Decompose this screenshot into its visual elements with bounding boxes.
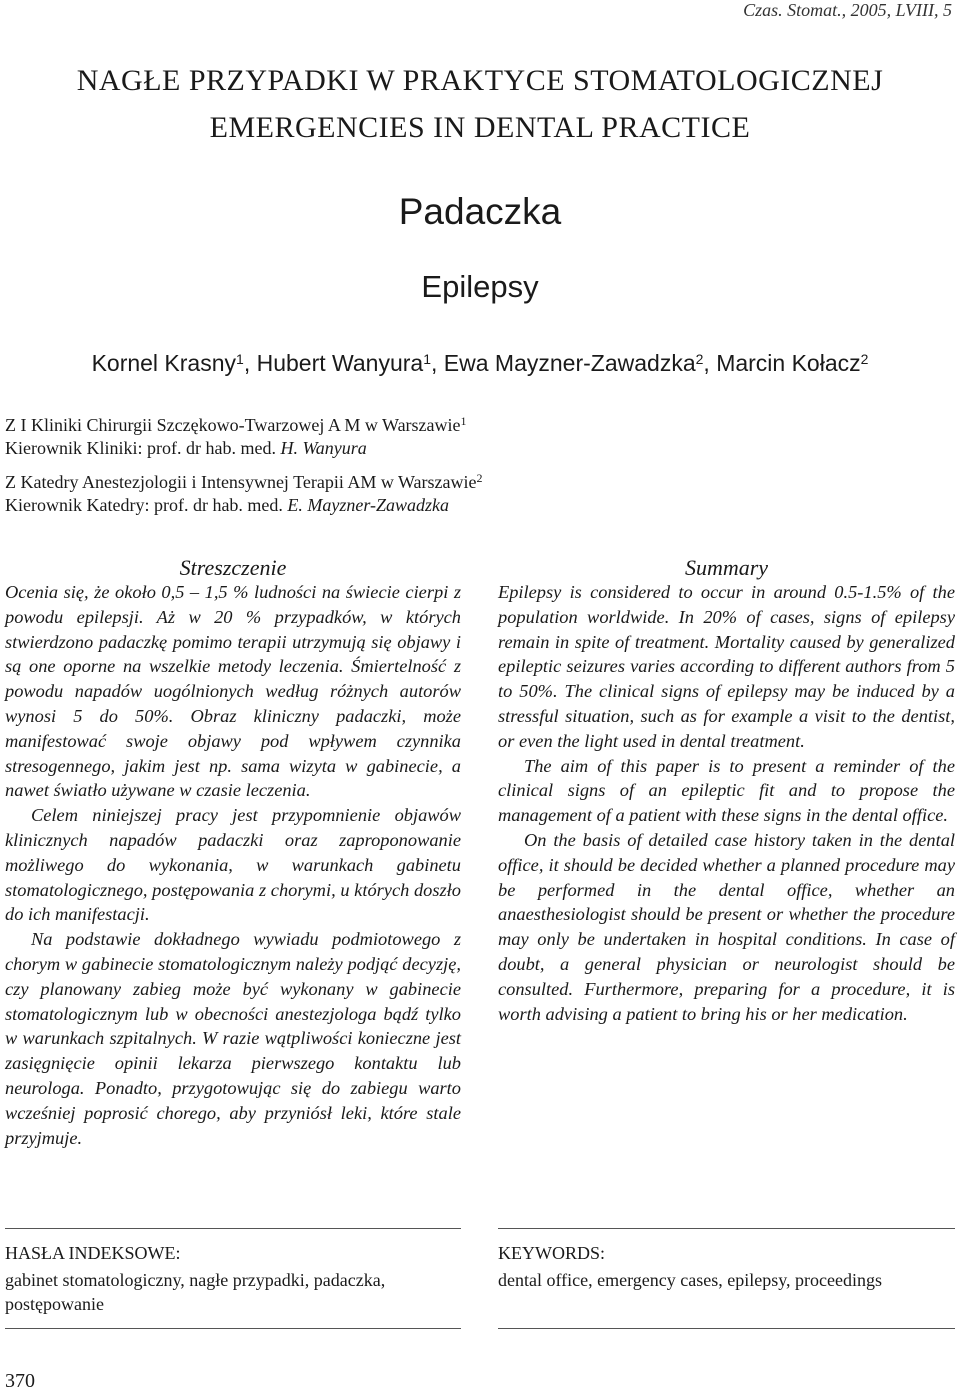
- keywords-en-text: dental office, emergency cases, epilepsy, proceedings: [498, 1270, 883, 1290]
- affiliation-unit-2: [5, 471, 483, 493]
- series-title-en: EMERGENCIES IN DENTAL PRACTICE: [209, 111, 751, 144]
- abstract-paragraph: Epilepsy is considered to occur in around 0.5-1.5% of the population worldwide. In 20% of cases, signs of epilepsy remain in spite of treatment. Mortality caused by generalized epileptic seizures varies according to different authors from 5 to 50%. The clinical signs of epilepsy may be induced by a stressful situation, such as for example a visit to the dentist, or even the light used in dental treatment.: [498, 582, 955, 751]
- abstract-en-heading: Summary: [684, 555, 769, 580]
- keywords-pl-top-rule: [5, 1228, 461, 1229]
- keywords-pl-label: HASŁA INDEKSOWE:: [5, 1243, 181, 1263]
- keywords-en-label: KEYWORDS:: [498, 1243, 605, 1263]
- article-title-en: Epilepsy: [421, 269, 539, 304]
- affiliation-number: 2: [476, 471, 483, 485]
- keywords-en-bottom-rule: [498, 1328, 955, 1329]
- author-name: Kornel Krasny: [91, 350, 237, 376]
- affiliation-unit-text: Z I Kliniki Chirurgii Szczękowo-Twarzowej A M w Warszawie: [5, 415, 461, 435]
- affiliation-head-prefix: Kierownik Kliniki: prof. dr hab. med.: [5, 438, 281, 458]
- keywords-en-top-rule: [498, 1228, 955, 1229]
- abstract-paragraph: On the basis of detailed case history taken in the dental office, it should be decided whether a planned procedure may be performed in the dental office, whether an anaesthesiologist should be present or whether the procedure may only be undertaken in hospital conditions. In case of doubt, a general physician or neurologist should be consulted. Furthermore, preparing for a procedure, it is worth advising a patient to bring his or her medication.: [498, 829, 955, 1024]
- author-affiliation-mark: 2: [695, 351, 704, 367]
- author-list: Kornel Krasny$^1$, Hubert Wanyura$^1$, Ewa Mayzner-Zawadzka$^2$, Marcin Kołacz$^2$: [91, 350, 869, 376]
- keywords-pl-text: gabinet stomatologiczny, nagłe przypadki, padaczka, postępowanie: [5, 1270, 386, 1314]
- abstract-paragraph: Na podstawie dokładnego wywiadu podmiotowego z chorym w gabinecie stomatologicznym należy podjąć decyzję, czy planowany zabieg może być wykonany w gabinecie stomatologicznym lub w obecności anestezjologa bądź tylko w warunkach szpitalnych. W razie wątpliwości konieczne jest zasięgnięcie opinii lekarza pierwszego kontaktu lub neurologa. Ponadto, przygotowując się do zabiegu warto wcześniej poprosić chorego, aby przyniósł leki, które stale przyjmuje.: [5, 929, 461, 1148]
- abstract-paragraph: Ocenia się, że około 0,5 – 1,5 % ludności na świecie cierpi z powodu epilepsji. Aż w 20 % przypadków, w których stwierdzono padaczkę pomimo terapii utrzymują się objawy i są one oporne na wszelkie metody leczenia. Śmiertelność z powodu napadów uogólnionych według różnych autorów wynosi 5 do 50%. Obraz kliniczny padaczki, może manifestować swoje objawy pod wpływem czynnika stresogennego, jakim jest np. sama wizyta w gabinecie, a nawet światło używane w czasie leczenia.: [5, 582, 461, 801]
- abstract-pl: [5, 580, 461, 1150]
- affiliation-head-prefix: Kierownik Katedry: prof. dr hab. med.: [5, 495, 288, 515]
- page-number: 370: [5, 1370, 35, 1392]
- affiliation-unit-text: Z Katedry Anestezjologii i Intensywnej Terapii AM w Warszawie: [5, 472, 477, 492]
- abstract-paragraph: The aim of this paper is to present a reminder of the clinical signs of an epileptic fit and to propose the management of a patient with these signs in the dental office.: [498, 755, 955, 826]
- keywords-pl-bottom-rule: [5, 1328, 461, 1329]
- series-title-pl: NAGŁE PRZYPADKI W PRAKTYCE STOMATOLOGICZNEJ: [76, 64, 884, 97]
- affiliation-unit-1: [5, 414, 467, 436]
- author-affiliation-mark: 2: [860, 351, 869, 367]
- affiliation-head-name: E. Mayzner-Zawadzka: [287, 495, 450, 515]
- author-affiliation-mark: 1: [423, 351, 432, 367]
- author-affiliation-mark: 1: [236, 351, 244, 367]
- author-name: Ewa Mayzner-Zawadzka: [443, 350, 696, 376]
- affiliation-head-2: [5, 495, 449, 516]
- abstract-paragraph: Celem niniejszej pracy jest przypomnienie objawów klinicznych napadów padaczki oraz zaproponowanie możliwego do wykonania, w warunkach gabinetu stomatologicznego, postępowania z chorymi, u których doszło do ich manifestacji.: [5, 805, 461, 925]
- author-name: Marcin Kołacz: [716, 350, 861, 376]
- article-title-pl: Padaczka: [398, 191, 562, 232]
- author-name: Hubert Wanyura: [256, 350, 424, 376]
- affiliation-number: 1: [460, 414, 467, 428]
- abstract-en: [498, 580, 955, 1026]
- journal-reference: Czas. Stomat., 2005, LVIII, 5: [743, 0, 952, 20]
- affiliation-head-1: [5, 438, 367, 459]
- abstract-pl-heading: Streszczenie: [179, 555, 287, 580]
- affiliation-head-name: H. Wanyura: [280, 438, 367, 458]
